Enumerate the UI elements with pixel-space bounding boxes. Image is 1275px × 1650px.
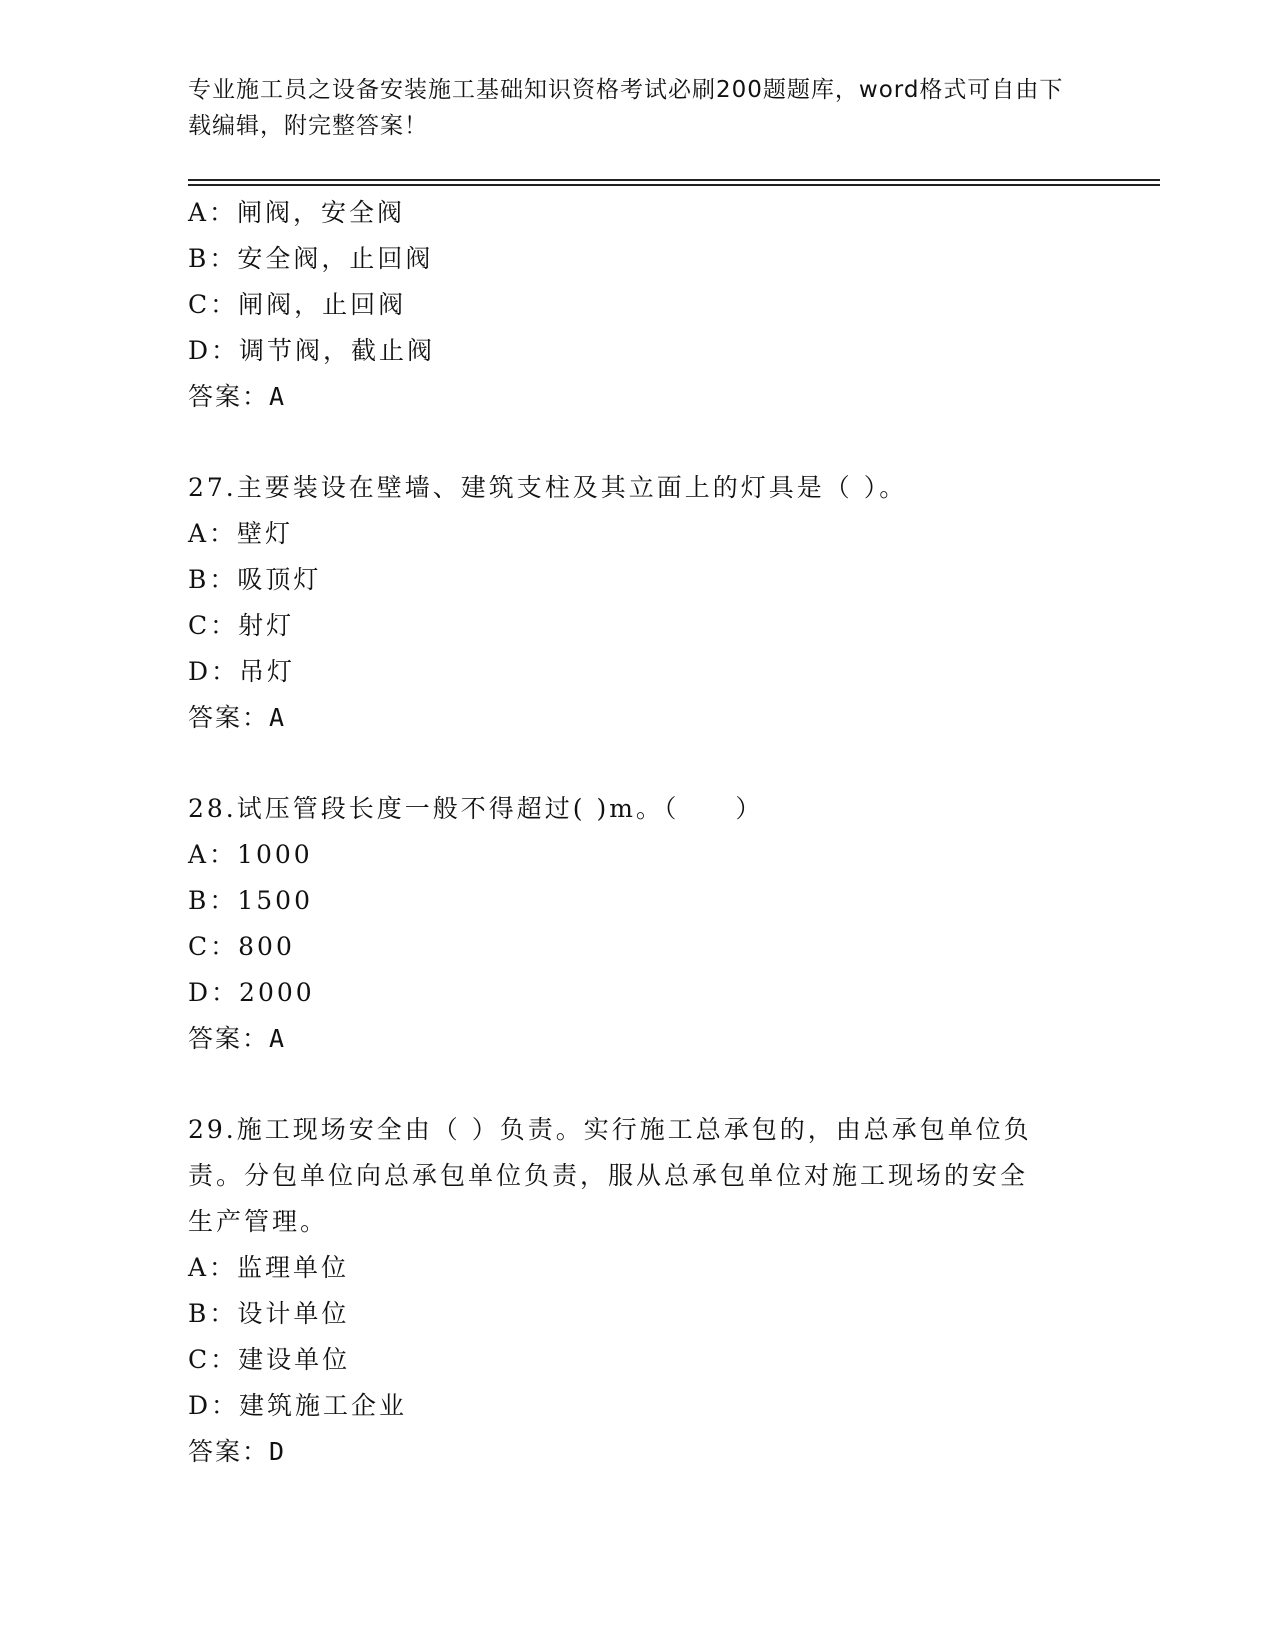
header-divider-bottom	[188, 184, 1160, 186]
option-c: C：射灯	[188, 611, 295, 640]
option-d: D：建筑施工企业	[188, 1391, 408, 1420]
option-c: C：闸阀，止回阀	[188, 290, 407, 319]
header-divider-top	[188, 179, 1160, 181]
option-c: C：800	[188, 932, 295, 961]
option-b: B：1500	[188, 886, 313, 915]
question-27-block	[188, 465, 1088, 741]
answer-line: 答案：D	[188, 1437, 287, 1466]
page-header	[188, 72, 1078, 144]
answer-line: 答案：A	[188, 703, 287, 732]
option-b: B：吸顶灯	[188, 565, 322, 594]
answer-line: 答案：A	[188, 1024, 287, 1053]
option-a: A：1000	[188, 840, 313, 869]
question-29-block	[188, 1107, 1088, 1475]
question-28-block	[188, 786, 1088, 1062]
option-a: A：监理单位	[188, 1253, 350, 1282]
question-text: 27.主要装设在壁墙、建筑支柱及其立面上的灯具是（ ）。	[188, 473, 908, 502]
option-a: A：壁灯	[188, 519, 294, 548]
option-c: C：建设单位	[188, 1345, 351, 1374]
question-26-block	[188, 190, 1088, 420]
question-text-line-3: 生产管理。	[188, 1207, 329, 1236]
question-list	[188, 190, 1088, 1475]
question-text-line-2: 责。分包单位向总承包单位负责，服从总承包单位对施工现场的安全	[188, 1161, 1029, 1190]
spacer	[188, 420, 1088, 465]
option-d: D：2000	[188, 978, 315, 1007]
option-a: A：闸阀，安全阀	[188, 198, 406, 227]
option-b: B：安全阀，止回阀	[188, 244, 434, 273]
header-title: 专业施工员之设备安装施工基础知识资格考试必刷200题题库，word格式可自由下载编辑，附完整答案！	[188, 77, 1064, 139]
option-d: D：调节阀，截止阀	[188, 336, 436, 365]
spacer	[188, 741, 1088, 786]
question-text-line-1: 29.施工现场安全由（ ）负责。实行施工总承包的，由总承包单位负	[188, 1115, 1032, 1144]
answer-line: 答案：A	[188, 382, 287, 411]
option-b: B：设计单位	[188, 1299, 350, 1328]
option-d: D：吊灯	[188, 657, 296, 686]
question-text: 28.试压管段长度一般不得超过( )m。（ ）	[188, 794, 764, 823]
spacer	[188, 1062, 1088, 1107]
